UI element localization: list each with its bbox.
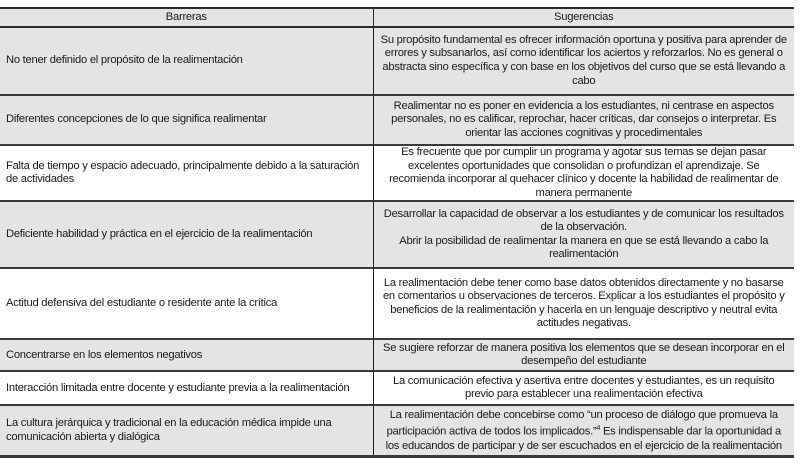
suggestion-cell: La comunicación efectiva y asertiva entre docentes y estudiantes, es un requisito previo para establecer una realimentación efectiva [373, 371, 794, 405]
table-row [0, 268, 794, 339]
suggestion-cell: La realimentación debe tener como base datos obtenidos directamente y no basarse en comentarios u observaciones de terceros. Explicar a los estudiantes el propósito y beneficios de la realimentación y hacerla en un lenguaje descriptivo y neutral evita actitudes negativas. [373, 268, 794, 339]
table-row [0, 371, 794, 405]
suggestion-cell: Es frecuente que por cumplir un programa y agotar sus temas se dejan pasar excelentes oportunidades que consolidan o profundizan el aprendizaje. Se recomienda incorporar al quehacer clínico y docente la habilidad de realimentar de manera permanente [373, 145, 794, 201]
table-row [0, 201, 794, 268]
table-row [0, 405, 794, 457]
suggestion-cell [373, 201, 794, 268]
barrier-cell: Interacción limitada entre docente y estudiante previa a la realimentación [0, 371, 373, 405]
barrier-cell: No tener definido el propósito de la realimentación [0, 27, 373, 95]
table-row [0, 95, 794, 145]
barrier-cell: Falta de tiempo y espacio adecuado, principalmente debido a la saturación de actividades [0, 145, 373, 201]
suggestion-cell: Realimentar no es poner en evidencia a los estudiantes, ni centrase en aspectos personales, no es calificar, reprochar, hacer críticas, dar consejos o interpretar. Es orientar las acciones cognitivas y procedimentales [373, 95, 794, 145]
suggestion-paragraph: Desarrollar la capacidad de observar a los estudiantes y de comunicar los resultados de la observación. [383, 207, 784, 234]
table-row [0, 145, 794, 201]
suggestion-cell: Su propósito fundamental es ofrecer información oportuna y positiva para aprender de errores y subsanarlos, así como identificar los aciertos y reforzarlos. No es general o abstracta sino específica y con base en los objetivos del curso que se está llevando a cabo [373, 27, 794, 95]
suggestion-cell [373, 405, 794, 457]
suggestion-text-tail: Es indispensable dar la oportunidad a los educandos de participar y de ser escuchados en el ejercicio de la realimentación [385, 425, 782, 452]
barrier-cell: Concentrarse en los elementos negativos [0, 339, 373, 371]
suggestion-text: La realimentación debe concebirse como “un proceso de diálogo que promueva la participación activa de todos los implicados.” [386, 408, 778, 438]
table-row [0, 27, 794, 95]
barrier-cell: Diferentes concepciones de lo que significa realimentar [0, 95, 373, 145]
barrier-cell: Actitud defensiva del estudiante o residente ante la crítica [0, 268, 373, 339]
barriers-suggestions-table [0, 7, 794, 458]
barrier-cell: Deficiente habilidad y práctica en el ejercicio de la realimentación [0, 201, 373, 268]
barrier-cell: La cultura jerárquica y tradicional en la educación médica impide una comunicación abierta y dialógica [0, 405, 373, 457]
suggestion-paragraph: Abrir la posibilidad de realimentar la manera en que se está llevando a cabo la realimentación [399, 234, 769, 261]
table-row [0, 339, 794, 371]
suggestion-cell: Se sugiere reforzar de manera positiva los elementos que se desean incorporar en el desempeño del estudiante [373, 339, 794, 371]
header-sugerencias: Sugerencias [373, 8, 794, 27]
header-row [0, 8, 794, 27]
header-barreras: Barreras [0, 8, 373, 27]
reference-superscript: 4 [596, 425, 601, 433]
